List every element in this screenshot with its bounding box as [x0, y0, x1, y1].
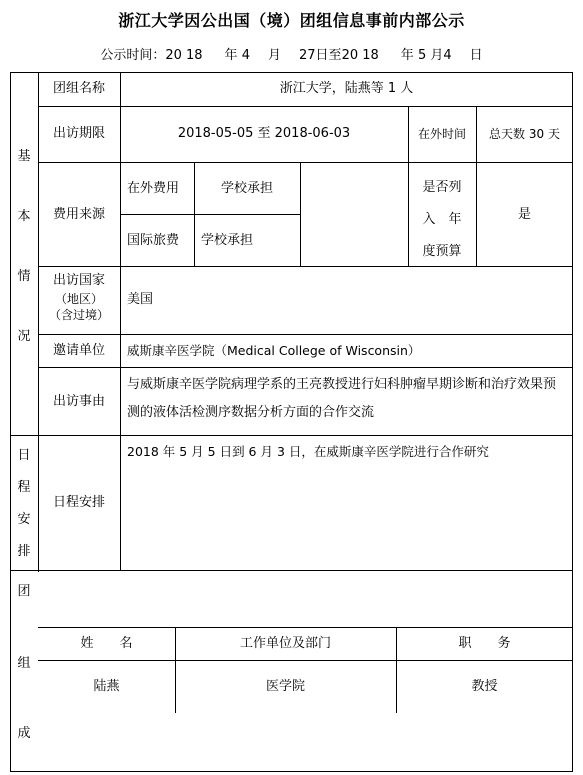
announce-label: 公示时间：	[100, 48, 166, 63]
country-value: 美国	[127, 292, 154, 307]
announce-year-2-unit: 年	[400, 48, 414, 63]
reason-label: 出访事由	[52, 394, 105, 409]
members-header-unit: 工作单位及部门	[239, 636, 331, 651]
rule-members-head-bottom	[38, 660, 573, 661]
inviter-value: 威斯康辛医学院（Medical College of Wisconsin）	[127, 343, 421, 358]
announce-month-2: 5	[417, 48, 427, 63]
announce-year-1-unit: 年	[224, 48, 238, 63]
period-label: 出访期限	[52, 126, 105, 141]
group-name-value: 浙江大学，陆燕等 1 人	[279, 81, 414, 96]
rule-funding-mid	[120, 214, 300, 215]
rule-funding-a	[194, 162, 195, 267]
rule-schedule-end	[10, 570, 573, 571]
abroad-cost-value: 学校承担	[220, 181, 273, 196]
budget-value: 是	[517, 207, 531, 222]
abroad-time-label: 在外时间	[417, 127, 466, 141]
rule-members-head-top	[38, 627, 573, 628]
announce-year-2: 20 18	[341, 48, 379, 63]
reason-value: 与威斯康辛医学院病理学系的王亮教授进行妇科肿瘤早期诊断和治疗效果预测的液体活检测序数据分析方面的合作交流	[127, 377, 557, 420]
announce-day-1: 27	[299, 48, 316, 63]
rule-label-col	[120, 72, 121, 571]
member-title: 教授	[471, 679, 498, 694]
travel-cost-value: 学校承担	[201, 233, 254, 248]
schedule-label: 日程安排	[52, 495, 105, 510]
budget-label: 是否列 入 年 度预算	[422, 180, 462, 259]
announce-day-1-unit: 日至	[315, 48, 342, 63]
announce-month-1-unit: 月	[267, 48, 281, 63]
schedule-value: 2018 年 5 月 5 日到 6 月 3 日，在威斯康辛医学院进行合作研究	[127, 444, 489, 459]
members-header-name: 姓 名	[80, 636, 133, 651]
rule-row-1	[38, 106, 573, 107]
period-value: 2018-05-05 至 2018-06-03	[177, 126, 351, 141]
announce-month-1: 4	[241, 48, 250, 63]
section-basic: 基 本 情 况	[17, 149, 31, 344]
group-name-label: 团组名称	[52, 81, 105, 96]
abroad-cost-label: 在外费用	[127, 181, 180, 196]
announce-day-2-unit: 日	[469, 48, 483, 63]
rule-funding-b	[300, 162, 301, 267]
funding-label: 费用来源	[52, 207, 105, 222]
member-name: 陆燕	[93, 679, 120, 694]
travel-cost-label: 国际旅费	[127, 233, 180, 248]
rule-row-2	[38, 162, 573, 163]
abroad-time-value: 总天数 30 天	[489, 127, 560, 141]
members-header-title: 职 务	[458, 636, 511, 651]
announce-year-1: 20 18	[165, 48, 203, 63]
inviter-label: 邀请单位	[52, 343, 105, 358]
page-title: 浙江大学因公出国（境）团组信息事前内部公示	[118, 11, 465, 30]
member-unit: 医学院	[265, 679, 305, 694]
rule-row-5	[38, 367, 573, 368]
section-schedule: 日 程 安 排	[17, 448, 31, 559]
announce-day-2: 4	[443, 48, 452, 63]
announce-month-2-unit: 月	[430, 48, 444, 63]
rule-row-4	[38, 334, 573, 335]
rule-row-3	[38, 266, 573, 267]
rule-basic-end	[10, 435, 573, 436]
announce-date	[0, 44, 583, 63]
section-members: 团 组 成	[17, 584, 31, 741]
country-label: 出访国家 （地区） （含过境）	[48, 273, 109, 322]
